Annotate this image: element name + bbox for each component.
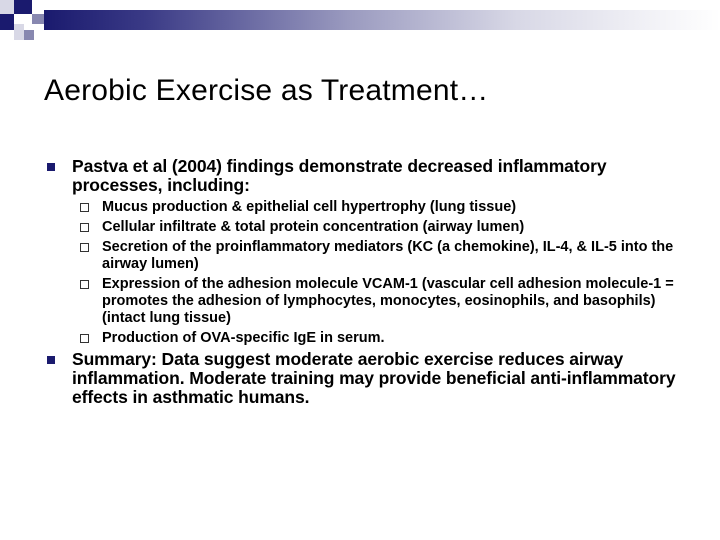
header-square-decoration bbox=[0, 14, 14, 30]
slide-content bbox=[44, 157, 694, 407]
bullet-text: Pastva et al (2004) findings demonstrate decreased inflammatory processes, including: bbox=[72, 156, 607, 195]
sub-bullet-text: Expression of the adhesion molecule VCAM-1 (vascular cell adhesion molecule-1 = promotes the adhesion of lymphocytes, monocytes, eosinophils, and basophils) (intact lung tissue) bbox=[102, 276, 674, 326]
hollow-square-bullet-icon bbox=[80, 280, 89, 289]
sub-bullet-text: Secretion of the proinflammatory mediators (KC (a chemokine), IL-4, & IL-5 into the airway lumen) bbox=[102, 239, 674, 272]
hollow-square-bullet-icon bbox=[80, 243, 89, 252]
header-square-decoration bbox=[24, 30, 34, 40]
sub-bullet-text: Cellular infiltrate & total protein concentration (airway lumen) bbox=[102, 219, 525, 235]
hollow-square-bullet-icon bbox=[80, 334, 89, 343]
hollow-square-bullet-icon bbox=[80, 223, 89, 232]
sub-bullet-item bbox=[102, 219, 694, 236]
header-square-decoration bbox=[14, 24, 24, 40]
sub-bullet-item bbox=[102, 276, 694, 327]
slide-title: Aerobic Exercise as Treatment… bbox=[44, 74, 489, 107]
bullet-item bbox=[44, 157, 694, 195]
square-bullet-icon bbox=[47, 356, 55, 364]
square-bullet-icon bbox=[47, 163, 55, 171]
sub-bullet-item bbox=[102, 330, 694, 347]
header-square-decoration bbox=[32, 14, 44, 24]
hollow-square-bullet-icon bbox=[80, 203, 89, 212]
sub-bullet-item bbox=[102, 199, 694, 216]
header-gradient-bar bbox=[44, 10, 720, 30]
header-square-decoration bbox=[0, 0, 14, 14]
bullet-text: Summary: Data suggest moderate aerobic exercise reduces airway inflammation. Moderate training may provide beneficial anti-inflammatory effects in asthmatic humans. bbox=[72, 349, 676, 407]
sub-bullet-text: Mucus production & epithelial cell hypertrophy (lung tissue) bbox=[102, 199, 517, 215]
header-square-decoration bbox=[14, 0, 32, 14]
sub-bullet-list bbox=[44, 199, 694, 347]
sub-bullet-text: Production of OVA-specific IgE in serum. bbox=[102, 330, 385, 346]
bullet-item bbox=[44, 350, 694, 407]
sub-bullet-item bbox=[102, 239, 694, 273]
